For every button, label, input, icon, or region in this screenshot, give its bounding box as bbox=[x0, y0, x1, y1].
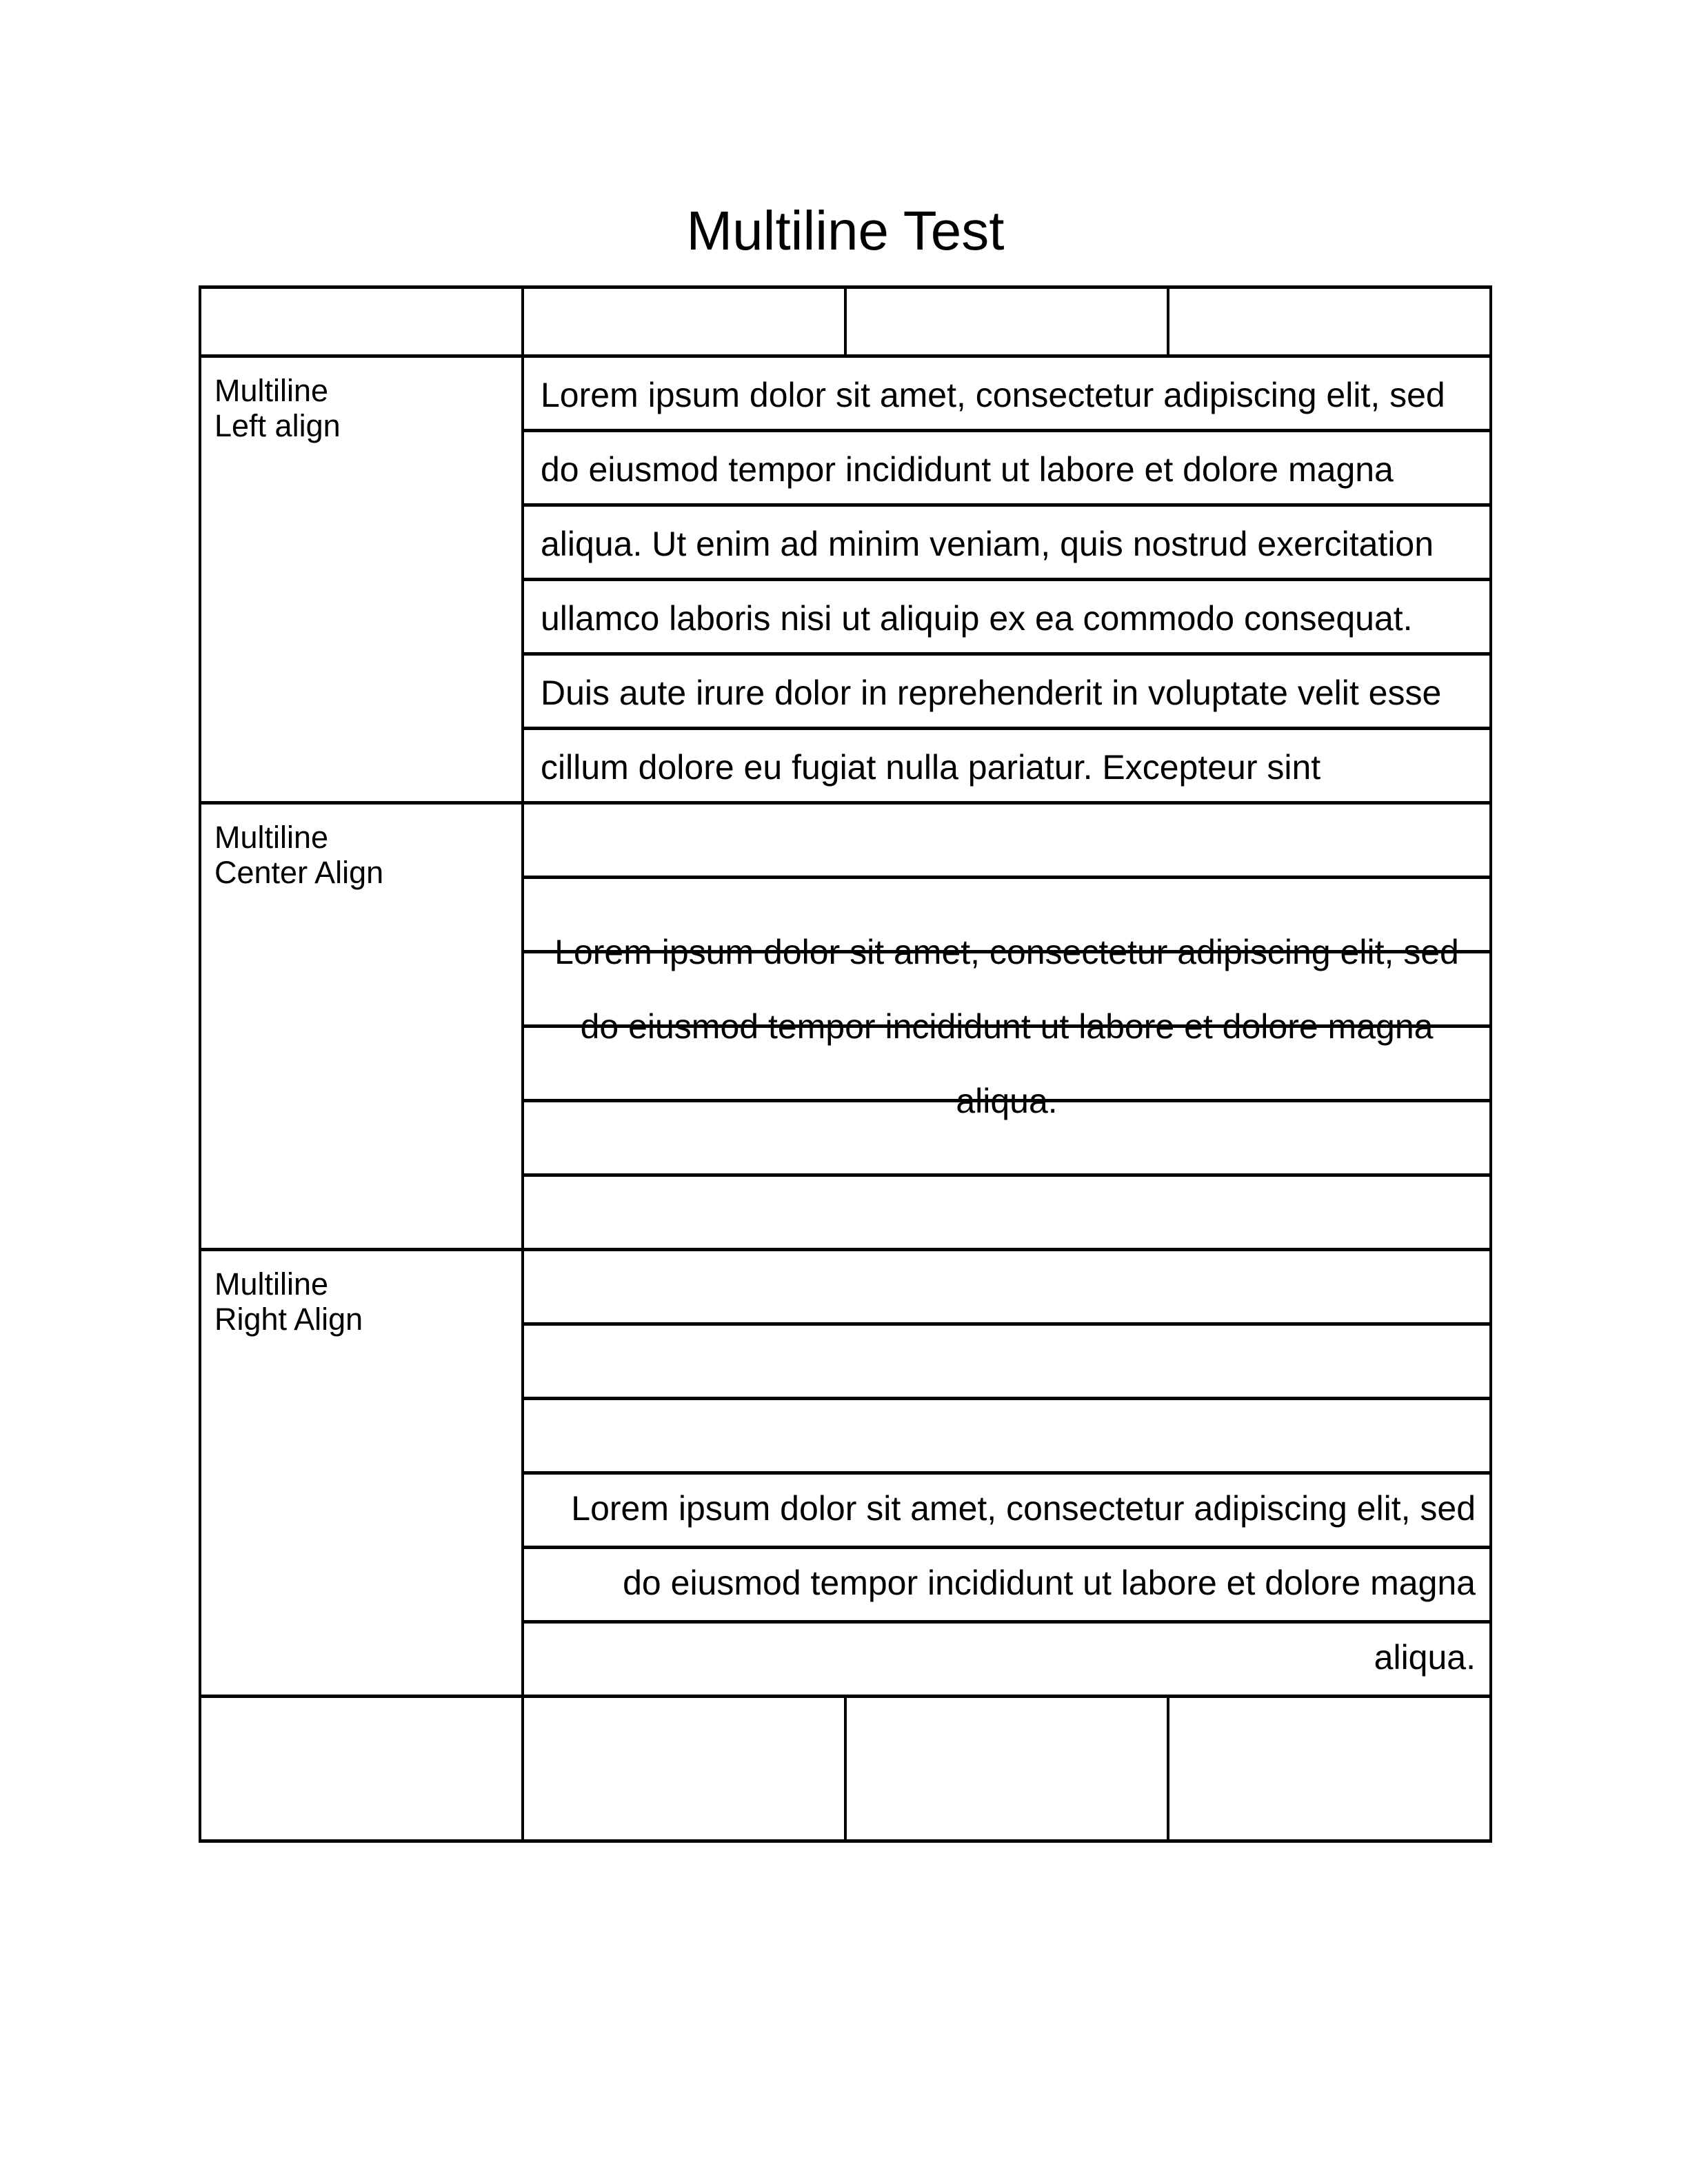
row-label-left-align bbox=[201, 358, 524, 801]
header-cell-4 bbox=[1167, 289, 1489, 354]
row-label-line: Multiline bbox=[214, 373, 329, 408]
footer-cell-2 bbox=[521, 1698, 844, 1839]
text-line: do eiusmod tempor incididunt ut labore et dolore magna bbox=[623, 1564, 1476, 1602]
row-content-center-align bbox=[524, 805, 1489, 1248]
text-line: Lorem ipsum dolor sit amet, consectetur adipiscing elit, sed bbox=[571, 1489, 1476, 1528]
table-header-row bbox=[201, 289, 1489, 358]
text-line: ullamco laboris nisi ut aliquip ex ea commodo consequat. bbox=[541, 599, 1413, 638]
text-line: Lorem ipsum dolor sit amet, consectetur adipiscing elit, sed bbox=[554, 932, 1459, 971]
table-row-center-align bbox=[201, 805, 1489, 1251]
row-label-center-align bbox=[201, 805, 524, 1248]
row-label-line: Left align bbox=[214, 408, 341, 443]
text-line: do eiusmod tempor incididunt ut labore et dolore magna bbox=[541, 450, 1394, 489]
page-title: Multiline Test bbox=[686, 200, 1005, 261]
multiline-text-left bbox=[524, 358, 1489, 801]
multiline-test-table bbox=[199, 285, 1492, 1843]
footer-cell-1 bbox=[201, 1698, 521, 1839]
footer-cell-3 bbox=[844, 1698, 1167, 1839]
text-line: cillum dolore eu fugiat nulla pariatur. Excepteur sint bbox=[541, 748, 1321, 787]
text-line: Lorem ipsum dolor sit amet, consectetur adipiscing elit, sed bbox=[541, 376, 1445, 414]
table-footer-row bbox=[201, 1698, 1489, 1839]
text-line: aliqua. bbox=[956, 1081, 1058, 1120]
header-cell-1 bbox=[201, 289, 521, 354]
row-label-right-align bbox=[201, 1251, 524, 1695]
text-line: do eiusmod tempor incididunt ut labore et dolore magna bbox=[580, 1007, 1434, 1046]
header-cell-3 bbox=[844, 289, 1167, 354]
table-row-left-align bbox=[201, 358, 1489, 805]
text-line: Duis aute irure dolor in reprehenderit in voluptate velit esse bbox=[541, 674, 1442, 712]
text-line: aliqua. Ut enim ad minim veniam, quis nostrud exercitation bbox=[541, 525, 1434, 563]
row-content-left-align bbox=[524, 358, 1489, 801]
row-label-line: Center Align bbox=[214, 855, 384, 890]
footer-cell-4 bbox=[1167, 1698, 1489, 1839]
multiline-text-right bbox=[524, 1251, 1489, 1695]
multiline-text-center bbox=[524, 805, 1489, 1248]
table-row-right-align bbox=[201, 1251, 1489, 1698]
row-label-line: Multiline bbox=[214, 820, 329, 855]
header-cell-2 bbox=[521, 289, 844, 354]
row-content-right-align bbox=[524, 1251, 1489, 1695]
text-line: aliqua. bbox=[1374, 1638, 1476, 1677]
row-label-line: Right Align bbox=[214, 1302, 363, 1337]
row-label-line: Multiline bbox=[214, 1266, 329, 1302]
